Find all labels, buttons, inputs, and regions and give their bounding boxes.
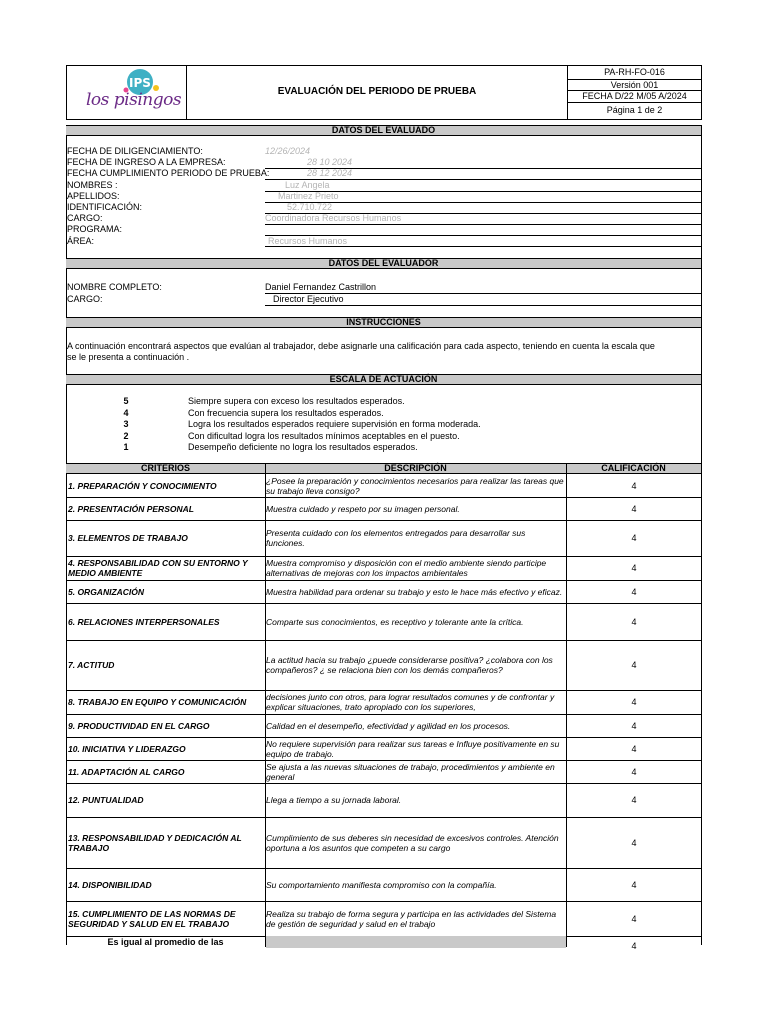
table-row-criterio: 1. PREPARACIÓN Y CONOCIMIENTO — [68, 480, 217, 491]
scale-text: Siempre supera con exceso los resultados esperados. — [188, 396, 405, 406]
scale-text: Con dificultad logra los resultados mínimos aceptables en el puesto. — [188, 430, 460, 441]
table-row-criterio: 7. ACTITUD — [68, 660, 115, 670]
value-cargo[interactable]: Coordinadora Recursos Humanos — [265, 213, 402, 223]
section-datos-evaluador: DATOS DEL EVALUADOR — [66, 258, 701, 269]
svg-text:IPS: IPS — [129, 76, 151, 90]
header-criterios: CRITERIOS — [140, 463, 190, 473]
value-nombres[interactable]: Luz Angela — [285, 180, 330, 190]
header-calificacion: CALIFICACIÓN — [601, 463, 666, 473]
table-row-calificacion[interactable]: 4 — [631, 697, 637, 707]
table-row-calificacion[interactable]: 4 — [631, 766, 637, 777]
footer-label: Es igual al promedio de las — [107, 937, 224, 947]
section-datos-evaluado: DATOS DEL EVALUADO — [66, 125, 701, 136]
table-row-descripcion: La actitud hacia su trabajo ¿puede considerarse positiva? ¿colabora con los compañeros? ¿ se relaciona bien con los demás compañeros? — [266, 655, 553, 675]
table-row-descripcion: Cumplimiento de sus deberes sin necesidad de excesivos controles. Atención oportuna a los asuntos que competen a su cargo — [266, 832, 559, 853]
table-row-calificacion[interactable]: 4 — [631, 660, 637, 670]
table-row-criterio: 11. ADAPTACIÓN AL CARGO — [68, 766, 185, 777]
footer-gray-cell — [266, 936, 566, 948]
table-row-criterio: 15. CUMPLIMIENTO DE LAS NORMAS DE SEGURIDAD Y SALUD EN EL TRABAJO — [68, 908, 236, 929]
table-row-criterio: 8. TRABAJO EN EQUIPO Y COMUNICACIÓN — [68, 697, 247, 707]
value-fecha-ingreso[interactable]: 28 10 2024 — [307, 157, 353, 167]
value-identificacion[interactable]: 52.710.722 — [287, 202, 333, 212]
value-nombre-completo[interactable]: Daniel Fernandez Castrillon — [265, 282, 377, 292]
logo-text: los pisingos — [86, 90, 182, 110]
table-row-calificacion[interactable]: 4 — [631, 879, 637, 890]
table-row-descripcion: decisiones junto con otros, para lograr resultados comunes y de confrontar y explicar situaciones, trato apropiado con los superiores, — [266, 692, 555, 712]
table-row-descripcion: Comparte sus conocimientos, es receptivo y tolerante ante la crítica. — [266, 616, 524, 627]
table-row-calificacion[interactable]: 4 — [631, 616, 637, 627]
label-fecha-ingreso: FECHA DE INGRESO A LA EMPRESA: — [67, 157, 226, 167]
table-row-descripcion: Su comportamiento manifiesta compromiso con la compañía. — [266, 879, 497, 890]
table-row-criterio: 4. RESPONSABILIDAD CON SU ENTORNO Y MEDIO AMBIENTE — [68, 558, 248, 578]
label-apellidos: APELLIDOS: — [67, 191, 120, 201]
section-escala: ESCALA DE ACTUACIÓN — [66, 374, 701, 385]
label-area: ÁREA: — [67, 236, 95, 246]
page-title: EVALUACIÓN DEL PERIODO DE PRUEBA — [277, 86, 477, 97]
value-apellidos[interactable]: Martinez Prieto — [278, 191, 339, 201]
label-fecha-cumplimiento: FECHA CUMPLIMIENTO PERIODO DE PRUEBA: — [67, 168, 270, 178]
instructions-line-2: se le presenta a continuación . — [67, 352, 190, 362]
table-row-descripcion: Se ajusta a las nuevas situaciones de trabajo, procedimientos y ambiente en general — [266, 761, 555, 782]
table-row-criterio: 3. ELEMENTOS DE TRABAJO — [68, 533, 188, 543]
label-cargo-evaluador: CARGO: — [67, 294, 103, 304]
table-row-criterio: 9. PRODUCTIVIDAD EN EL CARGO — [68, 720, 210, 731]
scale-text: Desempeño deficiente no logra los resultados esperados. — [188, 442, 418, 452]
table-row-calificacion[interactable]: 4 — [631, 503, 637, 514]
value-fecha-diligenciamiento[interactable]: 12/26/2024 — [265, 146, 311, 156]
table-row-calificacion[interactable]: 4 — [631, 795, 637, 805]
section-instrucciones: INSTRUCCIONES — [66, 317, 701, 328]
table-row-calificacion[interactable]: 4 — [631, 586, 637, 597]
doc-version: Versión 001 — [610, 80, 659, 90]
table-row-descripcion: Muestra cuidado y respeto por su imagen personal. — [266, 503, 460, 514]
table-row-descripcion: No requiere supervisión para realizar sus tareas e Influye positivamente en su equipo de trabajo. — [266, 738, 560, 759]
table-row-criterio: 2. PRESENTACIÓN PERSONAL — [68, 503, 194, 514]
table-row-criterio: 14. DISPONIBILIDAD — [68, 879, 152, 890]
table-row-descripcion: Llega a tiempo a su jornada laboral. — [266, 795, 402, 805]
table-row-calificacion[interactable]: 4 — [631, 913, 637, 924]
footer-average: 4 — [631, 941, 637, 951]
scale-number: 2 — [123, 430, 129, 441]
table-row-criterio: 12. PUNTUALIDAD — [68, 795, 144, 805]
table-row-calificacion[interactable]: 4 — [631, 533, 637, 543]
value-area[interactable]: Recursos Humanos — [268, 236, 348, 246]
scale-number: 3 — [123, 419, 129, 429]
table-row-descripcion: Realiza su trabajo de forma segura y participa en las actividades del Sistema de gestión de seguridad y salud en el trabajo — [266, 908, 557, 929]
header-descripcion: DESCRIPCIÓN — [384, 463, 447, 473]
doc-page: Página 1 de 2 — [606, 105, 663, 115]
table-row-calificacion[interactable]: 4 — [631, 480, 637, 491]
label-programa: PROGRAMA: — [67, 224, 123, 234]
label-cargo: CARGO: — [67, 213, 103, 223]
scale-text: Con frecuencia supera los resultados esperados. — [188, 407, 384, 418]
table-row-criterio: 10. INICIATIVA Y LIDERAZGO — [68, 743, 186, 754]
instructions-line-1: A continuación encontrará aspectos que evalúan al trabajador, debe asignarle una calificación para cada aspecto, teniendo en cuenta la escala que — [67, 341, 655, 351]
scale-number: 4 — [123, 407, 129, 418]
table-row-descripcion: Muestra habilidad para ordenar su trabajo y esto le hace más efectivo y eficaz. — [266, 586, 563, 597]
label-nombres: NOMBRES : — [67, 180, 118, 190]
doc-date: FECHA D/22 M/05 A/2024 — [582, 91, 687, 101]
table-row-criterio: 13. RESPONSABILIDAD Y DEDICACIÓN AL TRABAJO — [68, 832, 242, 853]
table-row-criterio: 5. ORGANIZACIÓN — [68, 586, 145, 597]
value-cargo-evaluador[interactable]: Director Ejecutivo — [273, 294, 344, 304]
doc-code: PA-RH-FO-016 — [604, 67, 665, 77]
table-row-descripcion: Presenta cuidado con los elementos entregados para desarrollar sus funciones. — [266, 528, 526, 548]
table-row-calificacion[interactable]: 4 — [631, 720, 637, 731]
scale-number: 1 — [123, 442, 129, 452]
label-identificacion: IDENTIFICACIÓN: — [67, 202, 143, 212]
table-row-descripcion: ¿Posee la preparación y conocimientos necesarios para realizar las tareas que su trabajo lleva consigo? — [266, 475, 564, 496]
scale-text: Logra los resultados esperados requiere supervisión en forma moderada. — [188, 419, 481, 429]
table-row-descripcion: Muestra compromiso y disposición con el medio ambiente siendo participe alternativas de mejoras con los impactos ambientales — [266, 558, 547, 578]
label-fecha-diligenciamiento: FECHA DE DILIGENCIAMIENTO: — [67, 146, 203, 156]
table-row-calificacion[interactable]: 4 — [631, 837, 637, 848]
table-row-calificacion[interactable]: 4 — [631, 563, 637, 573]
scale-number: 5 — [123, 396, 129, 406]
table-row-calificacion[interactable]: 4 — [631, 743, 637, 754]
table-row-criterio: 6. RELACIONES INTERPERSONALES — [68, 616, 220, 627]
value-fecha-cumplimiento[interactable]: 28 12 2024 — [307, 168, 353, 178]
table-row-descripcion: Calidad en el desempeño, efectividad y agilidad en los procesos. — [266, 720, 511, 731]
label-nombre-completo: NOMBRE COMPLETO: — [67, 282, 162, 292]
